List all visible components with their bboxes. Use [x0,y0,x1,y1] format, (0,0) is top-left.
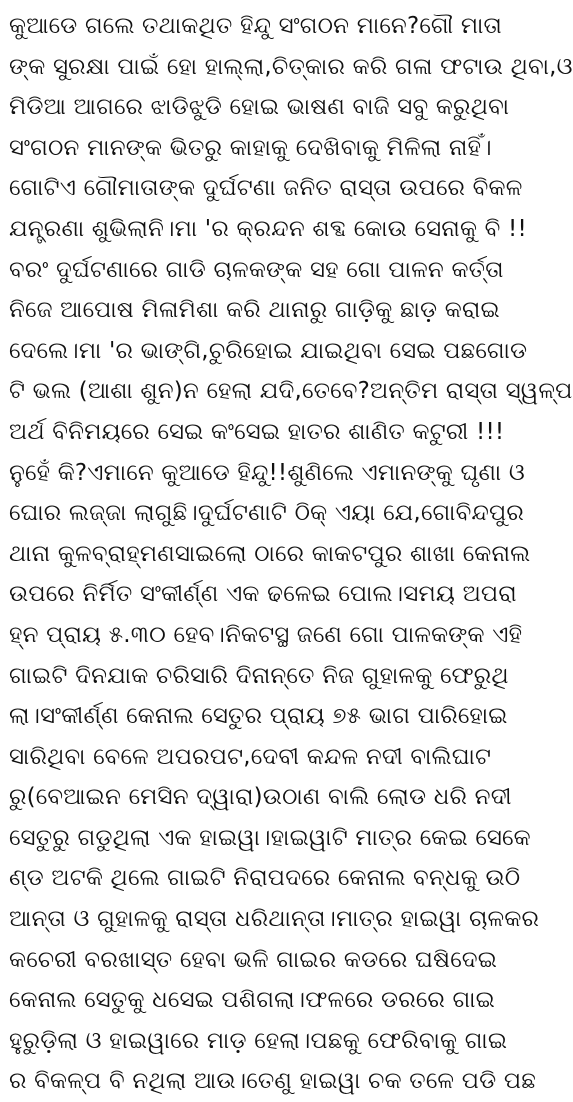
text-line: କେନାଲ ସେତୁକୁ ଧସେଇ ପଶିଗଲା।ଫଳରେ ଡରରେ ଗାଇ [9,987,495,1014]
text-line: ଟି ଭଲ (ଆଶା ଶୁନ)ନ ହେଲା ଯଦି,ତେବେ?ଅନ୍ତିମ ରାସ୍ତା ସ୍ୱଳ୍ପ [9,378,573,405]
text-line: ନିଜେ ଆପୋଷ ମିଳାମିଶା କରି ଥାନାରୁ ଗାଡ଼ିକୁ ଛାଡ଼ କରାଇ [9,297,500,324]
text-line: ସାରିଥିବା ବେଳେ ଅପରପଟ,ଦେବୀ କନ୍ଦଳ ନଦୀ ବାଲିଘାଟ [9,743,492,770]
text-line: ଥାନା କୁଳବ୍ରାହ୍ମଣସାଇଲୋ ଠାରେ କାକଟପୁର ଶାଖା କେନାଲ [9,540,531,567]
text-line: ମିଡିଆ ଆଗରେ ଝାଡିଝୁଡି ହୋଇ ଭାଷଣ ବାଜି ସବୁ କରୁଥିବା [9,94,510,121]
text-line: ହ୍ନ ପ୍ରାୟ ୫.୩୦ ହେବ।ନିକଟସ୍ଥ ଜଣେ ଗୋ ପାଳକଙ୍କ ଏହି [9,621,523,648]
text-line: ଗାଇଟି ଦିନଯାକ ଚରିସାରି ଦିନାନ୍ତେ ନିଜ ଗୁହାଳକୁ ଫେରୁଥି [9,662,509,689]
text-line: ଘୋର ଲଜ୍ଜା ଲାଗୁଛି।ଦୁର୍ଘଟଣାଟି ଠିକ୍ ଏୟା ଯେ,ଗୋବିନ୍ଦପୁର [9,500,525,527]
text-line: ନୁହେଁ କି?ଏମାନେ କୁଆଡେ ହିନ୍ଦୁ!!ଶୁଣିଲେ ଏମାନଙ୍କୁ ଘୃଣା ଓ [9,459,525,486]
text-line: ଣ୍ଡ ଅଟକି ଥିଲେ ଗାଇଟି ନିରାପଦରେ କେନାଲ ବନ୍ଧକୁ ଉଠି [9,865,521,892]
text-line: ଯନ୍ତ୍ରଣା ଶୁଭିଲାନି।ମା 'ର କ୍ରନ୍ଦନ ଶବ୍ଦ କୋଉ ସେନାକୁ ବି !! [9,215,527,242]
text-line: ଗୋଟିଏ ଗୌମାତାଙ୍କ ଦୁର୍ଘଟଣା ଜନିତ ରାସ୍ତା ଉପରେ ବିକଳ [9,175,523,202]
text-line: ରୁ(ବେଆଇନ ମେସିନ ଦ୍ୱାରା)ଉଠାଣ ବାଲି ଲୋଡ ଧରି ନଦୀ [9,784,512,811]
text-line: ସେତୁରୁ ଗଡୁଥିଲା ଏକ ହାଇୱା।ହାଇୱାଟି ମାତ୍ର କେଇ ସେକେ [9,824,531,851]
text-line: ଙ୍କ ସୁରକ୍ଷା ପାଇଁ ହୋ ହାଲ୍ଲା,ଚିତ୍କାର କରି ଗଳା ଫଟାଉ ଥିବା,ଓ [9,53,573,80]
text-line: ସଂଗଠନ ମାନଙ୍କ ଭିତରୁ କାହାକୁ ଦେଖିବାକୁ ମିଳିଲା ନାହିଁ। [9,134,492,161]
text-line: ର ବିକଳ୍ପ ବି ନଥିଲା ଆଉ।ତେଣୁ ହାଇୱା ଚକ ତଳେ ପଡି ପଛ [9,1068,537,1095]
text-line: କଚେରୀ ବରଖାସ୍ତ ହେବା ଭଳି ଗାଇର କଡରେ ଘଷିଦେଇ [9,946,498,973]
text-line: ଲା।ସଂକୀର୍ଣ୍ଣ କେନାଲ ସେତୁର ପ୍ରାୟ ୭୫ ଭାଗ ପାରିହୋଇ [9,703,508,730]
text-line: ଅର୍ଥ ବିନିମୟରେ ସେଇ କଂସେଇ ହାତର ଶାଣିତ କଟୁରୀ !!! [9,418,505,445]
text-line: କୁଆଡେ ଗଲେ ତଥାକଥିତ ହିନ୍ଦୁ ସଂଗଠନ ମାନେ?ଗୌ ମାତା [9,13,503,39]
text-line: ଉପରେ ନିର୍ମିତ ସଂକୀର୍ଣ୍ଣ ଏକ ଢଳେଇ ପୋଲ।ସମୟ ଅପରା [9,581,517,608]
text-line: ଆନ୍ତା ଓ ଗୁହାଳକୁ ରାସ୍ତା ଧରିଥାନ୍ତା।ମାତ୍ର ହାଇୱା ଚାଳକର [9,906,540,933]
text-line: ହୁରୁଡ଼ିଲା ଓ ହାଇୱାରେ ମାଡ଼ ହେଲା।ପଛକୁ ଫେରିବାକୁ ଗାଇ [9,1027,508,1054]
text-line: ବରଂ ଦୁର୍ଘଟଣାରେ ଗାଡି ଚାଳକଙ୍କ ସହ ଗୋ ପାଳନ କର୍ତ୍ତା [9,256,504,283]
text-line: ଦେଲେ।ମା 'ର ଭାଙ୍ଗି,ଚୁରିହୋଇ ଯାଇଥିବା ସେଇ ପଛଗୋଡ [9,337,528,364]
